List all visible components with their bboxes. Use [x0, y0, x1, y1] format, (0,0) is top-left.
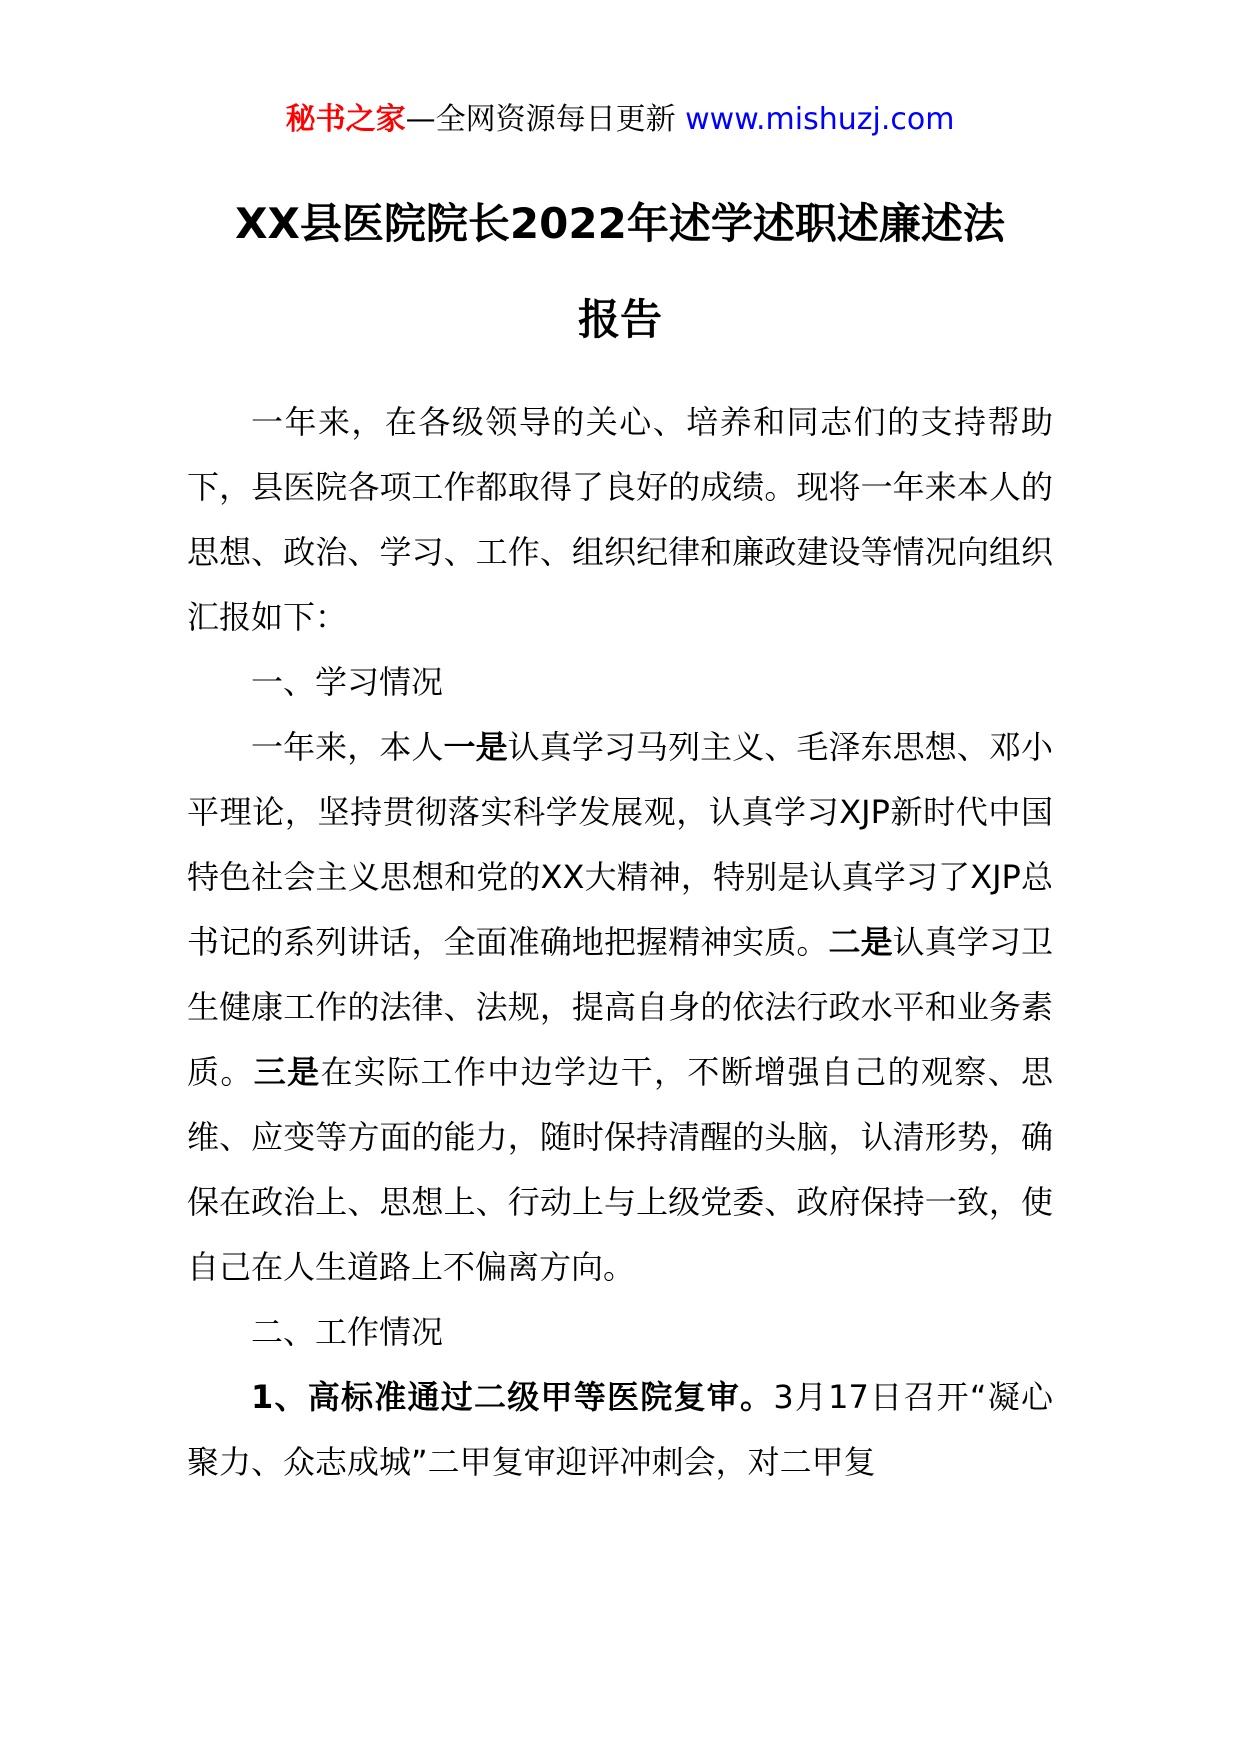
section-heading-work: 二、工作情况 [251, 1313, 444, 1351]
brand-name: 秘书之家 [285, 102, 406, 137]
work-item-1 [187, 1365, 1053, 1495]
point-two-label: 二是 [828, 923, 893, 961]
work-item-1-heading: 1、高标准通过二级甲等医院复审。 [251, 1378, 774, 1416]
document-title-line1: XX县医院院长2022年述学述职述廉述法 [235, 199, 1005, 248]
point-three-label: 三是 [253, 1053, 321, 1091]
document-title-line2: 报告 [577, 295, 662, 344]
study-text-4: 在实际工作中边学边干，不断增强自己的观察、思维、应变等方面的能力，随时保持清醒的头脑，认清形势，确保在政治上、思想上、行动上与上级党委、政府保持一致，使自己在人生道路上不偏离方向。 [187, 1053, 1053, 1286]
header-tagline: —全网资源每日更新 [405, 102, 676, 137]
study-text-1: 一年来，本人 [251, 728, 444, 766]
section-heading-study: 一、学习情况 [251, 663, 444, 701]
document-body [187, 390, 1053, 1495]
study-paragraph [187, 715, 1053, 1300]
website-url[interactable]: www.mishuzj.com [685, 102, 955, 137]
work-item-1-text: 3月17日召开“凝心聚力、众志成城”二甲复审迎评冲刺会，对二甲复 [187, 1378, 1053, 1481]
point-one-label: 一是 [443, 728, 508, 766]
study-text-3: 认真学习卫生健康工作的法律、法规，提高自身的依法行政水平和业务素质。 [187, 923, 1053, 1091]
study-text-2: 认真学习马列主义、毛泽东思想、邓小平理论，坚持贯彻落实科学发展观，认真学习XJP新时代中国特色社会主义思想和党的XX大精神，特别是认真学习了XJP总书记的系列讲话，全面准确地把握精神实质。 [187, 728, 1053, 961]
intro-paragraph: 一年来，在各级领导的关心、培养和同志们的支持帮助下，县医院各项工作都取得了良好的成绩。现将一年来本人的思想、政治、学习、工作、组织纪律和廉政建设等情况向组织汇报如下： [187, 403, 1053, 636]
site-header [0, 100, 1240, 140]
